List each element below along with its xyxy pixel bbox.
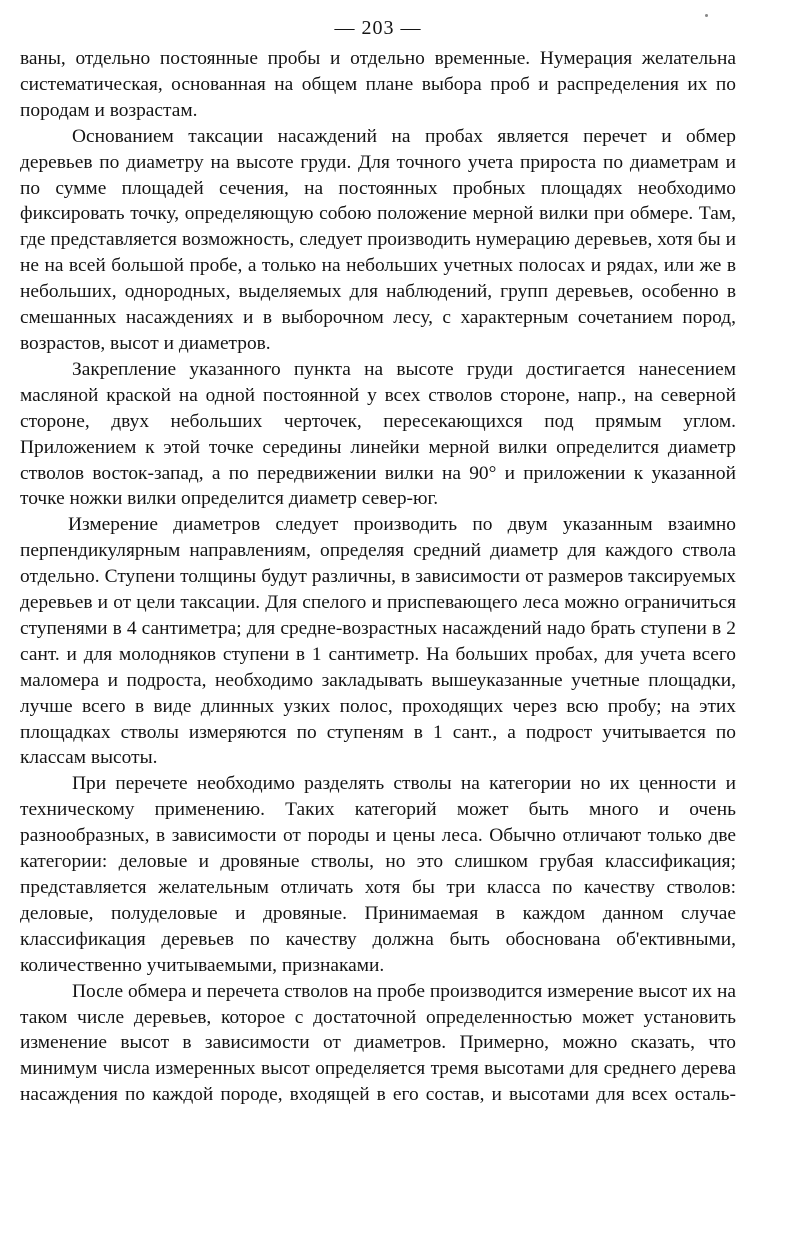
paragraph-3: Закрепление указанного пункта на высоте груди достигается нанесением масляной краской на одной постоянной у всех стволов стороне, напр., на северной стороне, двух небольших черточек, пересекающихся под прямым углом. Приложением к этой точке середины линейки мерной вилки определится диаметр стволов восток-запад, а по передвижении вилки на 90° и приложении к указанной точке ножки вилки определится диаметр север-юг. <box>20 358 736 510</box>
document-page <box>20 10 736 1108</box>
paragraph-2: Основанием таксации насаждений на пробах является перечет и обмер деревьев по диаметру на высоте груди. Для точного учета прироста по диаметрам и по сумме площадей сечения, на постоянных пробных площадях необходимо фиксировать точку, определяющую собою положение мерной вилки при обмере. Там, где представляется возможность, следует производить нумерацию деревьев, хотя бы и не на всей большой пробе, а только на небольших учетных полосах и рядах, или же в небольших, однородных, выделяемых для наблюдений, групп деревьев, особенно в смешанных насаждениях и в выборочном лесу, с характерным сочетанием пород, возрастов, высот и диаметров. <box>20 125 736 354</box>
paragraph-6: После обмера и перечета стволов на пробе производится измерение высот их на таком числе деревьев, которое с достаточной определенностью может установить изменение высот в зависимости от диаметров. Примерно, можно сказать, что минимум числа измеренных высот определяется тремя высотами для среднего дерева насаждения по каждой породе, входящей в его состав, и высотами для всех осталь- <box>20 980 736 1106</box>
paragraph-4: Измерение диаметров следует производить по двум указанным взаимно перпендикулярным направлениям, определяя средний диаметр для каждого ствола отдельно. Ступени толщины будут различны, в зависимости от размеров таксируемых деревьев и от цели таксации. Для спелого и приспевающего леса можно ограничиться ступенями в 4 сантиметра; для средне-возрастных насаждений надо брать ступени в 2 сант. и для молодняков ступени в 1 сантиметр. На больших пробах, для учета всего маломера и подроста, необходимо закладывать вышеуказанные учетные площадки, лучше всего в виде длинных узких полос, проходящих через всю пробу; на этих площадках стволы измеряются по ступеням в 1 сант., а подрост учитывается по классам высоты. <box>20 514 736 769</box>
paragraph-1: ваны, отдельно постоянные пробы и отдельно временные. Нумерация желательна систематическая, основанная на общем плане выбора проб и распределения их по породам и возрастам. <box>20 48 736 121</box>
paragraph-5: При перечете необходимо разделять стволы на категории но их ценности и техническому применению. Таких категорий может быть много и очень разнообразных, в зависимости от породы и цены леса. Обычно отличают только две категории: деловые и дровяные стволы, но это слишком грубая классификация; представляется желательным отличать хотя бы три класса по качеству стволов: деловые, полуделовые и дровяные. Принимаемая в каждом данном случае классификация деревьев по качеству должна быть обоснована об'ективными, количественно учитываемыми, признаками. <box>20 773 736 976</box>
page-number: — 203 — <box>334 17 422 39</box>
